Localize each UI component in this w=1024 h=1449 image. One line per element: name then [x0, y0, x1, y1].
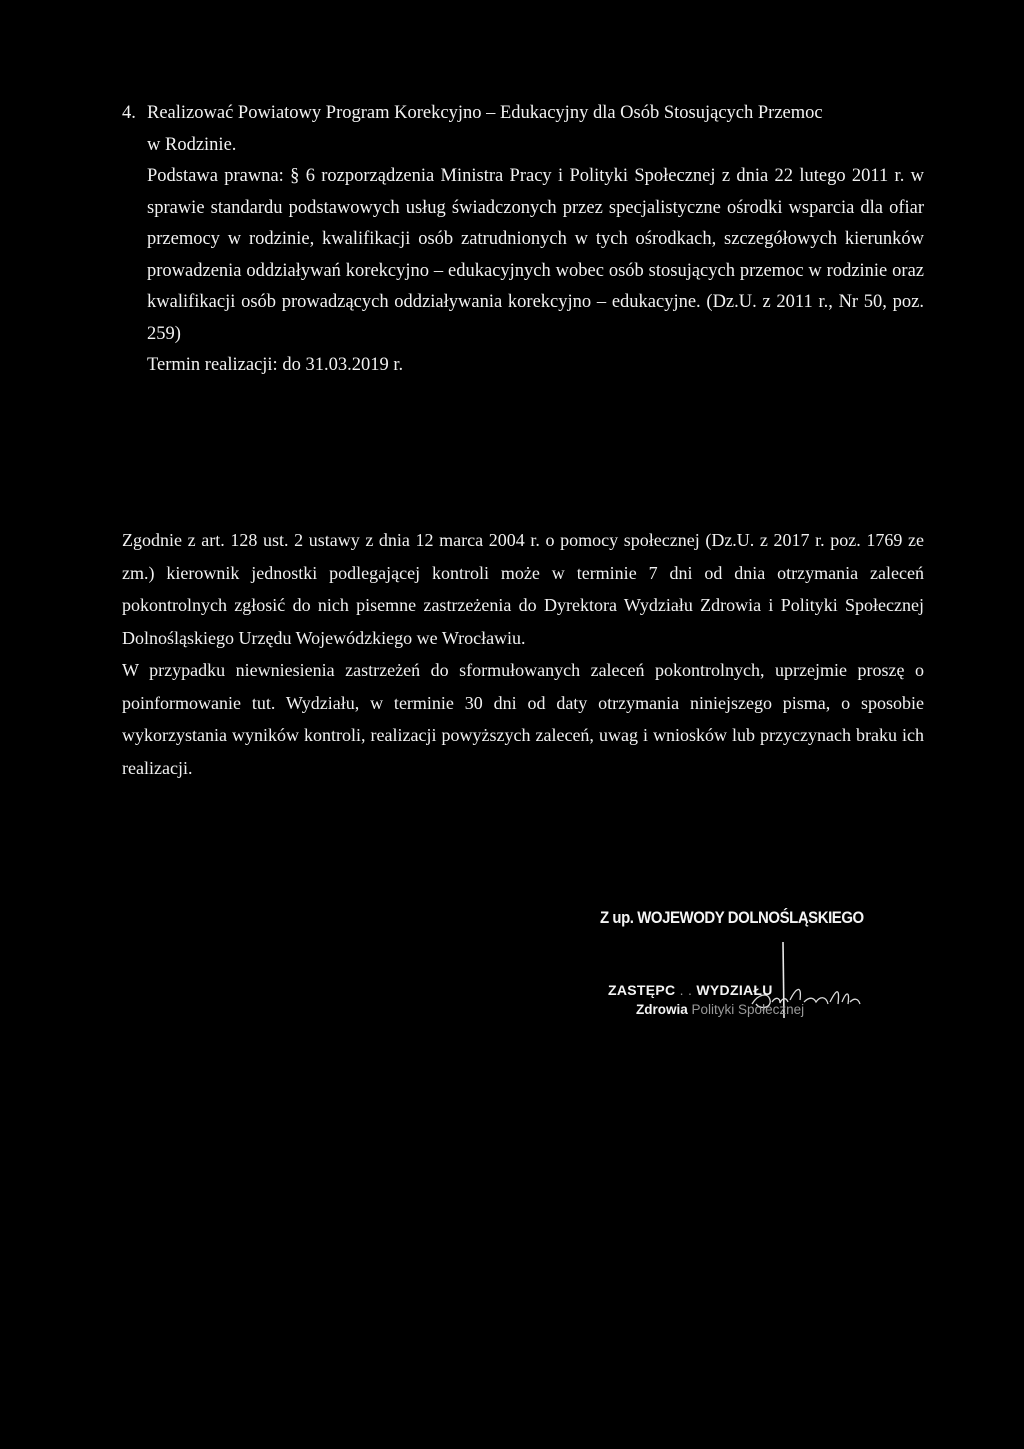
item-heading — [122, 98, 924, 130]
objection-rights-paragraph: Zgodnie z art. 128 ust. 2 ustawy z dnia 12 marca 2004 r. o pomocy społecznej (Dz.U. z 2017 r. poz. 1769 ze zm.) kierownik jednostki podlegającej kontroli może w terminie 7 dni od dnia otrzymania zaleceń pokontrolnych zgłosić do nich pisemne zastrzeżenia do Dyrektora Wydziału Zdrowia i Polityki Społecznej Dolnośląskiego Urzędu Wojewódzkiego we Wrocławiu. — [122, 530, 924, 648]
information-request-paragraph: W przypadku niewniesienia zastrzeżeń do sformułowanych zaleceń pokontrolnych, uprzejmie proszę o poinformowanie tut. Wydziału, w terminie 30 dni od daty otrzymania niniejszego pisma, o sposobie wykorzystania wyników kontroli, realizacji powyższych zaleceń, uwag i wniosków lub przyczynach braku ich realizacji. — [122, 660, 924, 778]
legal-basis: Podstawa prawna: § 6 rozporządzenia Ministra Pracy i Polityki Społecznej z dnia 22 lutego 2011 r. w sprawie standardu podstawowych usług świadczonych przez specjalistyczne ośrodki wsparcia dla ofiar przemocy w rodzinie, kwalifikacji osób zatrudnionych w tych ośrodkach, szczegółowych kierunków prowadzenia oddziaływań korekcyjno – edukacyjnych wobec osób stosujących przemoc w rodzinie oraz kwalifikacji osób prowadzących oddziaływania korekcyjno – edukacyjne. (Dz.U. z 2011 r., Nr 50, poz. 259) — [147, 166, 924, 344]
item-title: Realizować Powiatowy Program Korekcyjno – Edukacyjny dla Osób Stosujących Przemoc — [147, 103, 823, 123]
official-stamp — [600, 908, 900, 1028]
deadline: Termin realizacji: do 31.03.2019 r. — [147, 355, 404, 375]
closing-section — [122, 524, 924, 784]
recommendation-item-4 — [122, 98, 924, 382]
item-title-continuation: w Rodzinie. — [147, 134, 237, 155]
stamp-department-line: Zdrowia Polityki Społecznej — [636, 1002, 805, 1017]
item-number: 4. — [122, 103, 136, 123]
item-body — [122, 130, 924, 382]
stamp-position-line: ZASTĘPC . . WYDZIAŁU — [608, 982, 773, 998]
stamp-authority-line: Z up. WOJEWODY DOLNOŚLĄSKIEGO — [600, 908, 864, 927]
